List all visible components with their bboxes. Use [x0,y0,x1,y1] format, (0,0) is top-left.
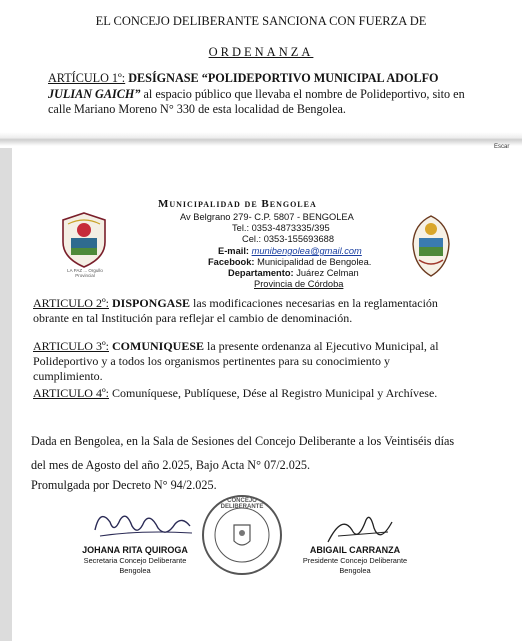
article-1 [48,71,480,118]
email-link[interactable]: munibengolea@gmail.com [251,246,362,256]
article-3 [33,339,461,384]
closing-promulgada: Promulgada por Decreto N° 94/2.025. [31,478,217,492]
article-1-text: al espacio público que llevaba el nombre de Polideportivo, sito en calle Mariano Moreno N° 330 de esta localidad de Bengolea. [48,86,465,116]
left-emblem-icon [58,210,110,272]
scan-tear-edge [0,132,522,146]
letterhead-email: E-mail: munibengolea@gmail.com [218,246,362,256]
left-signer-place: Bengolea [119,566,151,575]
article-4-text: Comuníquese, Publíquese, Dése al Registro Municipal y Archívese. [109,386,438,400]
sanction-heading: EL CONCEJO DELIBERANTE SANCIONA CON FUERZA DE [95,14,427,28]
right-emblem-icon [408,214,454,278]
article-1-bold: DESÍGNASE “POLIDEPORTIVO MUNICIPAL ADOLFO [125,71,439,85]
article-2-text: las modificaciones necesarias en la reglamentación obrante en tal Institución para reflejar el cambio de denominación. [33,296,438,325]
article-4 [33,386,461,401]
letterhead-province: Provincia de Córdoba [254,279,344,289]
article-2-label: ARTICULO 2º: [33,296,109,310]
article-2 [33,296,461,326]
scan-left-margin [0,148,12,641]
article-1-name: JULIAN GAICH” [48,86,141,101]
article-1-label: ARTÍCULO 1º: [48,71,126,85]
letterhead-address: Av Belgrano 279- C.P. 5807 - BENGOLEA [180,212,354,222]
article-3-verb: COMUNIQUESE [112,339,205,353]
letterhead-title: Municipalidad de Bengolea [158,198,317,210]
left-signer-name: JOHANA RITA QUIROGA [82,545,188,555]
right-signer-name: ABIGAIL CARRANZA [309,545,401,555]
article-3-text: la presente ordenanza al Ejecutivo Municipal, al Polideportivo y a todos los organismos pertinentes para su conocimiento y cumplimiento. [33,339,439,383]
article-2-verb: DISPONGASE [112,296,191,310]
scan-note: Escar [494,144,510,150]
stamp-text: CONCEJO DELIBERANTE [220,498,264,510]
article-3-label: ARTICULO 3º: [33,339,109,353]
letterhead-department: Departamento: Juárez Celman [228,268,359,278]
ordinance-title: ORDENANZA [208,45,314,59]
left-signature-icon [80,500,200,550]
article-4-label: ARTICULO 4º: [33,386,109,400]
right-signer-role: Presidente Concejo Deliberante [302,556,408,565]
left-emblem-caption: LA PAZ ... Orgullo Provincial [67,268,103,278]
letterhead-facebook: Facebook: Municipalidad de Bengolea. [208,257,372,267]
right-signer-place: Bengolea [339,566,371,575]
closing-dada: Dada en Bengolea, en la Sala de Sesiones del Concejo Deliberante a los Veintiséis días del mes de Agosto del año 2.025, Bajo Acta N° 07/2.025. [31,434,455,472]
letterhead-tel: Tel.: 0353-4873335/395 [232,223,330,233]
letterhead-cel: Cel.: 0353-155693688 [242,234,335,244]
left-signer-role: Secretaria Concejo Deliberante [83,556,187,565]
